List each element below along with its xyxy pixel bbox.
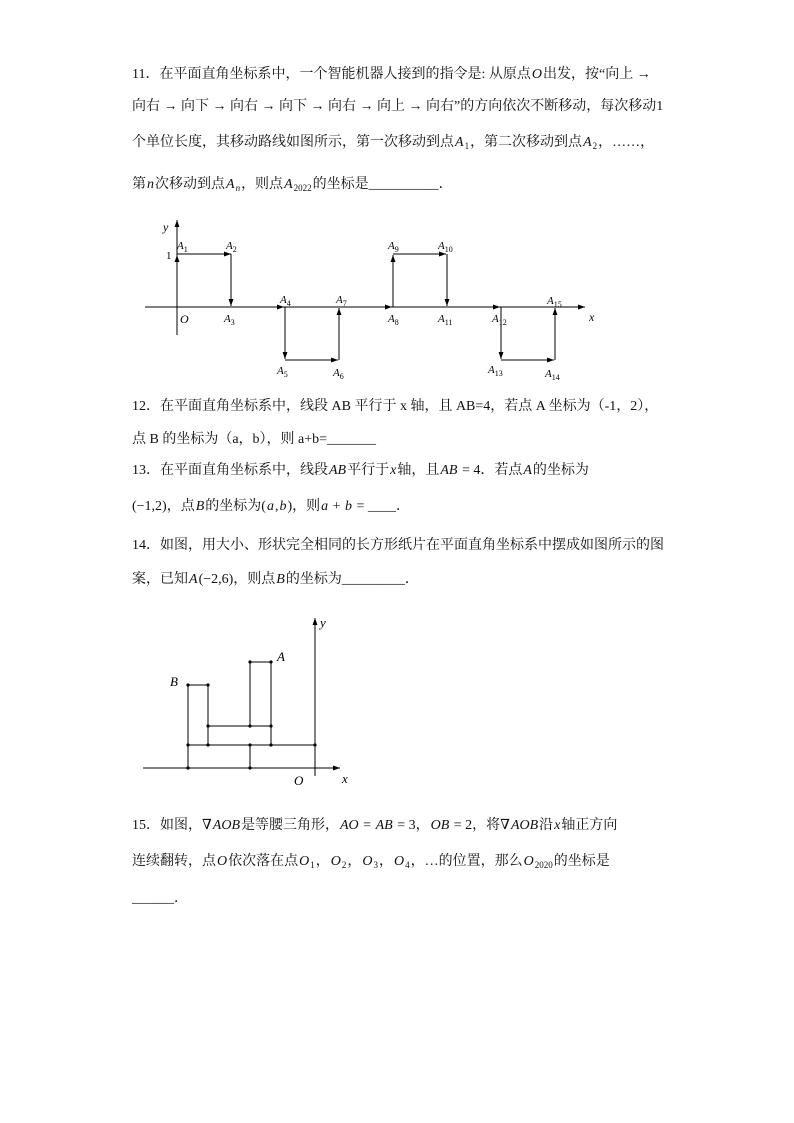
text: ． xyxy=(174,891,188,906)
math-var: O xyxy=(523,854,534,869)
point-label-a11: $A_{11}$ xyxy=(438,313,453,327)
text: 在平面直角坐标系中，线段 xyxy=(160,463,328,478)
text: 平行于 xyxy=(347,463,390,478)
point-label-a10: $A_{10}$ xyxy=(438,240,453,254)
vertex-dot xyxy=(313,743,316,746)
paper-rectangles xyxy=(188,662,315,768)
origin-label: O xyxy=(180,312,189,326)
math-var: a xyxy=(321,499,329,514)
vertex-dot xyxy=(206,743,209,746)
q14-line-1 xyxy=(132,536,664,556)
answer-blank: ______ xyxy=(132,891,174,906)
text: 连续翻转，点 xyxy=(132,854,216,869)
rectangle xyxy=(250,662,271,726)
answer-blank: ____ xyxy=(367,499,396,514)
question-number: 11． xyxy=(132,67,160,82)
vertex-dot xyxy=(206,683,209,686)
math-var: A xyxy=(284,177,293,192)
text: = 4．若点 xyxy=(458,463,523,478)
math-var: O xyxy=(531,67,542,82)
text: 的坐标为 xyxy=(532,463,589,478)
math-var: AOB xyxy=(510,818,539,833)
point-label-a7: $A_7$ xyxy=(336,294,347,308)
point-label-a2: $A_2$ xyxy=(226,240,237,254)
subscript: 1 xyxy=(464,141,470,151)
math-var: AB xyxy=(375,818,393,833)
point-label-a3: $A_3$ xyxy=(224,313,235,327)
text: 出发，按“向上 → xyxy=(543,67,651,82)
x-axis-label: x xyxy=(342,771,348,786)
text: 在平面直角坐标系中，线段 AB 平行于 x 轴，且 AB=4，若点 A 坐标为（-1，2）， xyxy=(160,399,659,414)
text: ． xyxy=(404,572,419,587)
vertex-dot xyxy=(206,724,209,727)
math-var: n xyxy=(147,177,154,192)
q11-line-2 xyxy=(132,97,663,117)
vertex-dot xyxy=(186,766,189,769)
math-var: x xyxy=(390,463,397,478)
figure-robot-path xyxy=(140,212,610,384)
point-label-a9: $A_9$ xyxy=(388,240,399,254)
text: ，第二次移动到点 xyxy=(470,135,583,150)
q13-line-2 xyxy=(132,497,410,517)
point-label-a13: $A_{13}$ xyxy=(488,364,503,378)
point-label-a: A xyxy=(277,649,285,664)
text: ． xyxy=(438,177,453,192)
text: 如图， xyxy=(160,818,202,833)
text: 的坐标为 xyxy=(285,572,342,587)
math-var: AO xyxy=(340,818,359,833)
subscript: n xyxy=(235,183,241,193)
subscript: 2022 xyxy=(293,183,312,193)
q12-line-2 xyxy=(132,430,376,450)
x-axis-label: x xyxy=(589,310,595,324)
math-var: A xyxy=(189,572,198,587)
rectangle xyxy=(208,726,271,745)
text: 的坐标是 xyxy=(312,177,369,192)
vertex-dot xyxy=(269,660,272,663)
point-label-a1: $A_1$ xyxy=(177,240,188,254)
text: 案，已知 xyxy=(132,572,188,587)
text: ，点 xyxy=(166,499,195,514)
text: 在平面直角坐标系中，一个智能机器人接到的指令是: 从原点 xyxy=(159,67,531,82)
question-number: 13． xyxy=(132,463,160,478)
question-number: 15． xyxy=(132,818,160,833)
vertex-dot xyxy=(248,660,251,663)
math-var: AOB xyxy=(212,818,240,833)
rectangle xyxy=(250,745,315,768)
question-number: 12． xyxy=(132,399,160,414)
math-var: O xyxy=(362,854,373,869)
q11-line-3 xyxy=(132,133,654,153)
math-var: B xyxy=(276,572,285,587)
math-text: , xyxy=(274,499,279,514)
point-label-a5: $A_5$ xyxy=(277,365,288,379)
math-var: A xyxy=(583,135,592,150)
text: 点 B 的坐标为（a，b），则 a+b=_______ xyxy=(132,432,377,447)
math-text: (−1,2) xyxy=(132,499,167,514)
vertex-dot xyxy=(269,724,272,727)
triangle-symbol: ∇ xyxy=(202,818,212,833)
text: 依次落在点 xyxy=(228,854,299,869)
text: 的坐标是 xyxy=(553,854,610,869)
text: 第 xyxy=(132,177,146,192)
math-text: + xyxy=(329,499,345,514)
figure-rectangles xyxy=(140,612,360,792)
text: ， xyxy=(315,854,330,869)
text: ，则点 xyxy=(233,572,276,587)
math-var: A xyxy=(455,135,464,150)
y-axis-label: y xyxy=(320,615,326,630)
answer-blank: __________ xyxy=(368,177,439,192)
question-number: 14． xyxy=(132,538,160,553)
unit-tick-label: 1 xyxy=(166,250,172,262)
q14-line-2 xyxy=(132,570,419,590)
math-text: = xyxy=(353,499,368,514)
vertex-dots xyxy=(186,660,316,769)
text: 次移动到点 xyxy=(155,177,225,192)
origin-label: O xyxy=(294,773,304,788)
subscript: 4 xyxy=(405,860,410,870)
point-label-b: B xyxy=(170,674,178,689)
math-var: AB xyxy=(440,463,458,478)
math-var: B xyxy=(195,499,205,514)
subscript: 1 xyxy=(310,860,315,870)
rectangle xyxy=(188,685,208,745)
subscript: 2 xyxy=(341,860,347,870)
text: 个单位长度，其移动路线如图所示，第一次移动到点 xyxy=(132,135,454,150)
q15-line-3 xyxy=(132,889,188,909)
point-label-a14: $A_{14}$ xyxy=(545,368,560,382)
math-var: b xyxy=(279,499,287,514)
text: 轴正方向 xyxy=(561,818,618,833)
vertex-dot xyxy=(186,743,189,746)
math-var: A xyxy=(226,177,235,192)
text: ，…的位置，那么 xyxy=(410,854,523,869)
point-label-a4: $A_4$ xyxy=(280,294,291,308)
math-var: b xyxy=(345,499,353,514)
subscript: 3 xyxy=(373,860,378,870)
q12-line-1 xyxy=(132,397,658,417)
math-text: = xyxy=(359,818,375,833)
math-text: ) xyxy=(287,499,293,514)
q15-line-2 xyxy=(132,852,610,872)
y-axis-label: y xyxy=(163,220,169,234)
text: 是等腰三角形， xyxy=(241,818,339,833)
vertex-dot xyxy=(248,724,251,727)
vertex-dot xyxy=(248,743,251,746)
math-text: ( xyxy=(261,499,266,514)
math-var: O xyxy=(299,854,310,869)
math-text: = 3， xyxy=(393,818,430,833)
text: 轴，且 xyxy=(397,463,440,478)
q13-line-1 xyxy=(132,461,589,481)
q11-line-4 xyxy=(132,175,453,195)
vertex-dot xyxy=(248,766,251,769)
math-var: A xyxy=(523,463,532,478)
rectangle xyxy=(188,745,250,768)
text: ， xyxy=(347,854,362,869)
point-labels xyxy=(176,240,562,382)
vertex-dot xyxy=(269,743,272,746)
text: 向右 → 向下 → 向右 → 向下 → 向右 → 向上 → 向右”的方向依次不断移动，每次移动1 xyxy=(132,99,664,114)
point-label-a6: $A_6$ xyxy=(333,367,344,381)
text: ，则 xyxy=(292,499,321,514)
answer-blank: _________ xyxy=(341,572,405,587)
math-var: a xyxy=(266,499,274,514)
point-label-a15: $A_{15}$ xyxy=(547,295,562,309)
q11-line-1 xyxy=(132,65,651,85)
subscript: 2 xyxy=(592,141,598,151)
vertex-dot xyxy=(186,683,189,686)
math-var: OB xyxy=(430,818,450,833)
math-var: AB xyxy=(329,463,347,478)
path-segments xyxy=(177,254,555,360)
math-var: O xyxy=(330,854,341,869)
triangle-symbol: ∇ xyxy=(500,818,510,833)
math-var: O xyxy=(217,854,228,869)
text: ，……， xyxy=(598,135,655,150)
math-var: O xyxy=(394,854,405,869)
text: ． xyxy=(395,499,410,514)
q15-line-1 xyxy=(132,816,617,836)
subscript: 2020 xyxy=(534,860,553,870)
text: ，则点 xyxy=(241,177,284,192)
math-text: (−2,6) xyxy=(198,572,234,587)
math-var: x xyxy=(554,818,561,833)
text: 如图，用大小、形状完全相同的长方形纸片在平面直角坐标系中摆成如图所示的图 xyxy=(160,538,664,553)
point-label-a8: $A_8$ xyxy=(388,313,399,327)
point-label-a12: $A_{12}$ xyxy=(492,313,507,327)
text: ， xyxy=(379,854,393,869)
math-text: = 2，将 xyxy=(450,818,501,833)
text: 的坐标为 xyxy=(205,499,262,514)
text: 沿 xyxy=(539,818,554,833)
